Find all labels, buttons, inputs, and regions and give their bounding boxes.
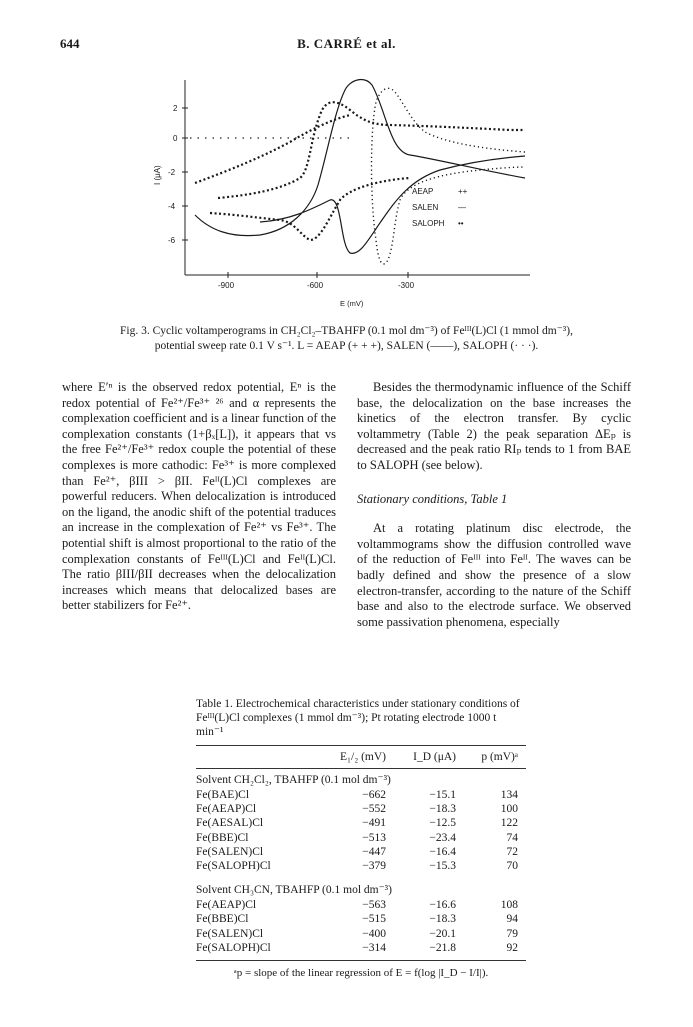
series-saloph — [372, 88, 526, 264]
legend-label: SALEN — [412, 203, 439, 212]
text-column-right — [357, 380, 631, 630]
x-axis-label: E (mV) — [340, 299, 364, 308]
text-column-left — [62, 380, 336, 614]
running-title: B. CARRÉ et al. — [297, 36, 396, 51]
y-tick-label: -6 — [168, 236, 176, 245]
table-row: Fe(AEAP)Cl −563 −16.6 108 — [196, 899, 518, 912]
legend — [412, 187, 468, 228]
y-axis-label: I (μA) — [153, 165, 162, 185]
legend-marker: •• — [458, 219, 464, 228]
column-header: E₁/₂ (mV) — [339, 751, 386, 763]
table-row: Fe(BBE)Cl −513 −23.4 74 — [196, 831, 518, 844]
legend-label: SALOPH — [412, 219, 445, 228]
table-row: Fe(SALEN)Cl −400 −20.1 79 — [196, 927, 518, 940]
section-heading: Stationary conditions, Table 1 — [357, 491, 508, 506]
paragraph: Besides the thermodynamic influence of the Schiff base, the delocalization on the base increases the kinetics of the electron transfer. By cyclic voltammetry (Table 2) the peak separation ΔEₚ is decreased and the peak ratio RIₚ tends to 1 from BAE to SALOPH (see below). — [357, 380, 631, 472]
table-row: Fe(SALEN)Cl −447 −16.4 72 — [196, 845, 518, 858]
y-tick-label: 2 — [173, 104, 178, 113]
table-row: Fe(AEAP)Cl −552 −18.3 100 — [196, 803, 518, 816]
paragraph: where E′ⁿ is the observed redox potential, Eⁿ is the redox potential of Fe²⁺/Fe³⁺ ²⁶ and α represents the complexation coefficient and is a linear function of the complexation constants (1+βₓ[L]), it appears that vs the free Fe²⁺/Fe³⁺ redox couple the potential of these complexes is more cathodic: Fe³⁺ is more complexed than Fe²⁺, βIII > βII. Feᴵᴵ(L)Cl complexes are powerful reducers. When delocalization is introduced on the ligand, the anodic shift of the potential traduces an increase in the complexation of Fe²⁺ vs Fe³⁺. The potential shift is almost proportional to the ratio of the complexation constants of Feᴵᴵᴵ(L)Cl and Feᴵᴵ(L)Cl. The ratio βIII/βII decreases when the delocalization increases which means that delocalized bases are better stabilizers for Fe²⁺. — [62, 380, 336, 613]
table-caption — [196, 697, 526, 739]
legend-marker: ++ — [458, 187, 468, 196]
x-tick-label: -600 — [307, 281, 324, 290]
table-caption-line: Feᴵᴵᴵ(L)Cl complexes (1 mmol dm⁻³); Pt rotating electrode 1000 t min⁻¹ — [196, 712, 497, 738]
y-tick-label: -2 — [168, 168, 176, 177]
column-header: I_D (μA) — [413, 751, 456, 763]
y-tick-label: 0 — [173, 134, 178, 143]
x-tick-label: -300 — [398, 281, 415, 290]
table-header — [196, 746, 526, 768]
table-section-heading: Solvent CH₂Cl₂, TBAHFP (0.1 mol dm⁻³) — [196, 774, 391, 786]
column-header: p (mV)ᵃ — [481, 751, 518, 763]
table-row: Fe(BAE)Cl −662 −15.1 134 — [196, 789, 518, 802]
table-row: Fe(SALOPH)Cl −314 −21.8 92 — [196, 941, 518, 954]
table-1 — [196, 697, 526, 979]
table-row: Fe(SALOPH)Cl −379 −15.3 70 — [196, 860, 518, 873]
table-section-heading: Solvent CH₃CN, TBAHFP (0.1 mol dm⁻³) — [196, 884, 392, 897]
legend-label: AEAP — [412, 187, 434, 196]
paragraph: At a rotating platinum disc electrode, the voltammograms show the diffusion controlled wave of the reduction of Feᴵᴵᴵ into Feᴵᴵ. The waves can be badly defined and show the presence of a slow electron-transfer, according to the nature of the Schiff base and also to the electrode surface. We observed some passivation phenomena, especially — [357, 521, 631, 629]
x-tick-label: -900 — [218, 281, 235, 290]
table-footnote: ᵃp = slope of the linear regression of E = f(log |I_D − I/I|). — [233, 966, 489, 979]
legend-marker: — — [458, 203, 466, 212]
y-tick-label: -4 — [168, 202, 176, 211]
voltammogram-figure — [150, 70, 550, 315]
table-row: Fe(AESAL)Cl −491 −12.5 122 — [196, 817, 518, 830]
table-caption-line: Table 1. Electrochemical characteristics under stationary conditions of — [196, 698, 520, 710]
figure-caption-line: potential sweep rate 0.1 V s⁻¹. L = AEAP (+ + +), SALEN (——), SALOPH (· · ·). — [154, 340, 539, 352]
series-salen — [195, 80, 525, 254]
page-number: 644 — [60, 36, 80, 51]
figure-caption — [60, 324, 633, 354]
table-row: Fe(BBE)Cl −515 −18.3 94 — [196, 913, 518, 926]
figure-caption-line: Fig. 3. Cyclic voltamperograms in CH₂Cl₂–TBAHFP (0.1 mol dm⁻³) of Feᴵᴵᴵ(L)Cl (1 mmol dm⁻³), — [120, 325, 573, 337]
